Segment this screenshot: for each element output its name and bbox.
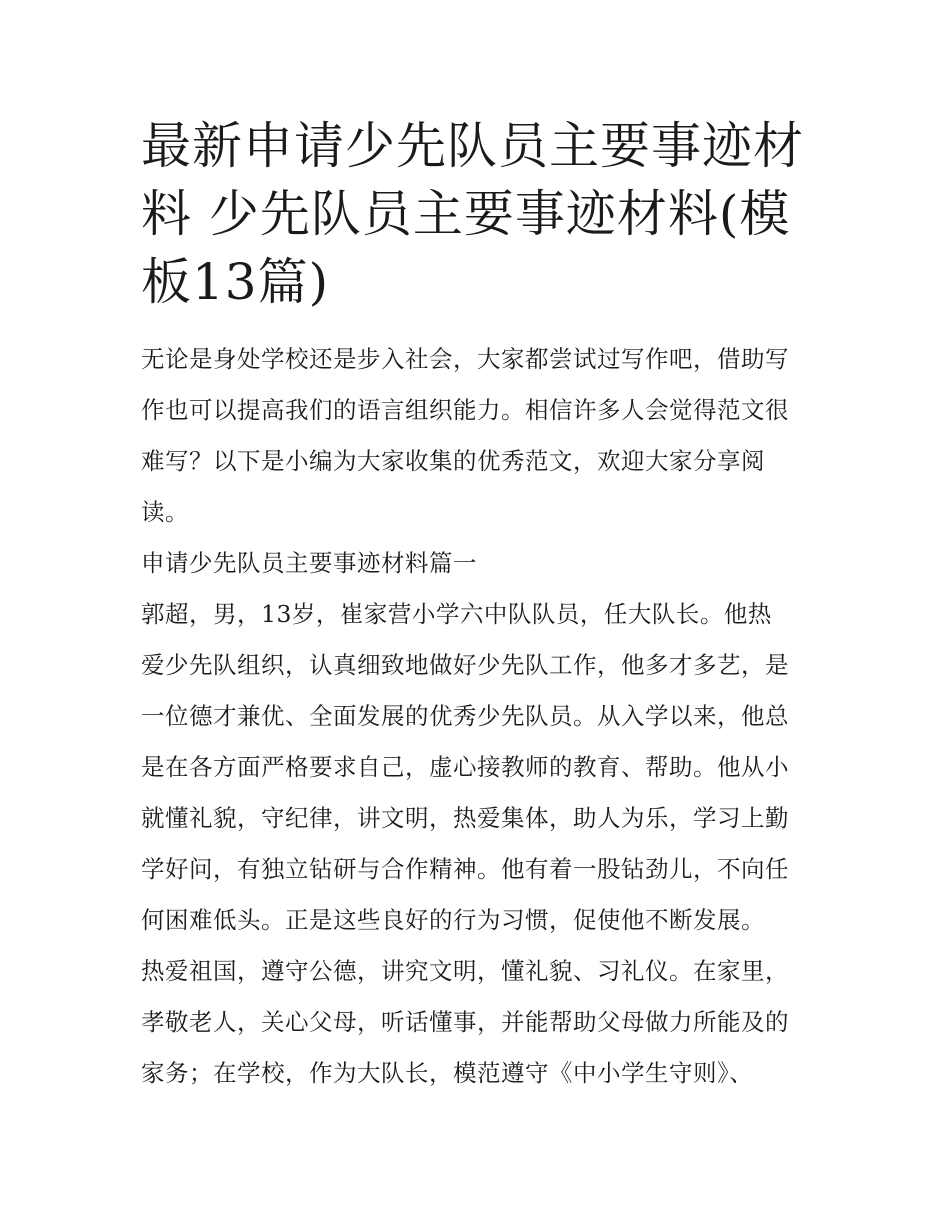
title-line: 板13篇): [141, 253, 330, 311]
intro-paragraph: [141, 334, 821, 538]
text-line: 无论是身处学校还是步入社会，大家都尝试过写作吧，借助写: [141, 345, 789, 373]
document-page: [141, 112, 821, 1099]
text-line: 一位德才兼优、全面发展的优秀少先队员。从入学以来，他总: [141, 702, 789, 730]
document-body: [141, 334, 821, 1099]
text-line: 作也可以提高我们的语言组织能力。相信许多人会觉得范文很: [141, 396, 789, 424]
text-line: 何困难低头。正是这些良好的行为习惯，促使他不断发展。: [141, 906, 765, 934]
body-paragraph-1: [141, 589, 821, 946]
text-line: 读。: [141, 498, 189, 526]
section-heading: [141, 538, 821, 589]
section-heading-text: 申请少先队员主要事迹材料篇一: [141, 549, 477, 577]
text-line: 热爱祖国，遵守公德，讲究文明，懂礼貌、习礼仪。在家里，: [141, 957, 789, 985]
text-line: 就懂礼貌，守纪律，讲文明，热爱集体，助人为乐，学习上勤: [141, 804, 789, 832]
body-paragraph-2: [141, 946, 821, 1099]
text-line: 学好问，有独立钻研与合作精神。他有着一股钻劲儿，不向任: [141, 855, 789, 883]
title-line: 最新申请少先队员主要事迹材: [141, 117, 804, 175]
text-line: 爱少先队组织，认真细致地做好少先队工作，他多才多艺，是: [141, 651, 789, 679]
text-line: 是在各方面严格要求自己，虚心接教师的教育、帮助。他从小: [141, 753, 789, 781]
text-line: 难写？以下是小编为大家收集的优秀范文，欢迎大家分享阅: [141, 447, 765, 475]
document-title: [141, 112, 821, 316]
text-line: 郭超，男，13岁，崔家营小学六中队队员，任大队长。他热: [141, 600, 772, 628]
text-line: 家务；在学校，作为大队长，模范遵守《中小学生守则》、: [141, 1059, 754, 1087]
title-line: 料 少先队员主要事迹材料(模: [141, 185, 791, 243]
text-line: 孝敬老人，关心父母，听话懂事，并能帮助父母做力所能及的: [141, 1008, 789, 1036]
